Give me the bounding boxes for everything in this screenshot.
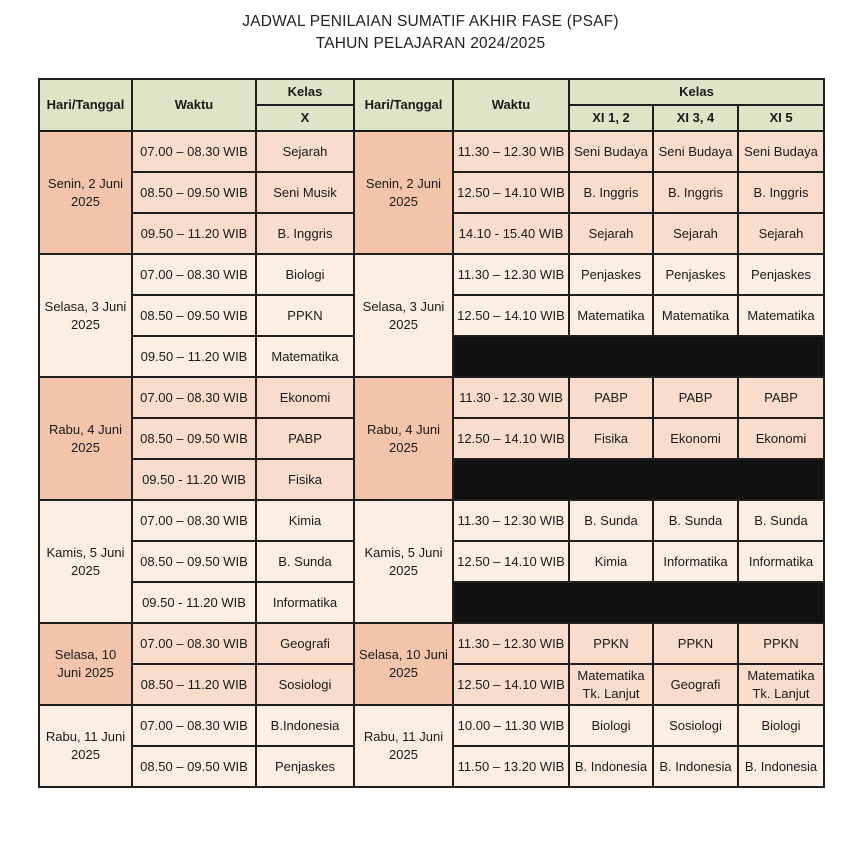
subject-xi5-cell: Penjaskes: [738, 254, 824, 295]
subject-xi34-cell: Geografi: [653, 664, 738, 705]
time-cell: 08.50 – 11.20 WIB: [132, 664, 256, 705]
day-cell-left: Rabu, 11 Juni 2025: [39, 705, 132, 787]
day-cell-left: Selasa, 10 Juni 2025: [39, 623, 132, 705]
time-cell: 09.50 - 11.20 WIB: [132, 582, 256, 623]
subject-x-cell: Penjaskes: [256, 746, 354, 787]
header-waktu-right: Waktu: [453, 79, 569, 131]
time-cell: 08.50 – 09.50 WIB: [132, 295, 256, 336]
header-kelas-xi5: XI 5: [738, 105, 824, 131]
subject-xi12-cell: B. Inggris: [569, 172, 653, 213]
subject-xi34-cell: B. Sunda: [653, 500, 738, 541]
subject-x-cell: Fisika: [256, 459, 354, 500]
subject-xi34-cell: Informatika: [653, 541, 738, 582]
subject-x-cell: B.Indonesia: [256, 705, 354, 746]
subject-xi34-cell: B. Inggris: [653, 172, 738, 213]
time-cell: 14.10 - 15.40 WIB: [453, 213, 569, 254]
subject-xi12-cell: PPKN: [569, 623, 653, 664]
time-cell: 11.50 – 13.20 WIB: [453, 746, 569, 787]
day-cell-left: Selasa, 3 Juni 2025: [39, 254, 132, 377]
blocked-cell: [453, 582, 824, 623]
subject-xi12-cell: Penjaskes: [569, 254, 653, 295]
subject-xi5-cell: B. Indonesia: [738, 746, 824, 787]
blocked-cell: [453, 459, 824, 500]
header-hari-tanggal-left: Hari/Tanggal: [39, 79, 132, 131]
subject-x-cell: Matematika: [256, 336, 354, 377]
subject-x-cell: Biologi: [256, 254, 354, 295]
time-cell: 09.50 – 11.20 WIB: [132, 336, 256, 377]
time-cell: 09.50 - 11.20 WIB: [132, 459, 256, 500]
subject-x-cell: Sejarah: [256, 131, 354, 172]
subject-xi12-cell: Kimia: [569, 541, 653, 582]
header-kelas-x: X: [256, 105, 354, 131]
subject-x-cell: B. Inggris: [256, 213, 354, 254]
header-hari-tanggal-right: Hari/Tanggal: [354, 79, 453, 131]
day-cell-left: Kamis, 5 Juni 2025: [39, 500, 132, 623]
subject-xi12-cell: B. Indonesia: [569, 746, 653, 787]
time-cell: 08.50 – 09.50 WIB: [132, 418, 256, 459]
subject-xi5-cell: Informatika: [738, 541, 824, 582]
day-cell-right: Senin, 2 Juni 2025: [354, 131, 453, 254]
subject-xi5-cell: Seni Budaya: [738, 131, 824, 172]
day-cell-left: Rabu, 4 Juni 2025: [39, 377, 132, 500]
time-cell: 07.00 – 08.30 WIB: [132, 254, 256, 295]
time-cell: 08.50 – 09.50 WIB: [132, 746, 256, 787]
day-cell-right: Selasa, 10 Juni 2025: [354, 623, 453, 705]
subject-x-cell: Sosiologi: [256, 664, 354, 705]
header-kelas-left: Kelas: [256, 79, 354, 105]
subject-x-cell: Geografi: [256, 623, 354, 664]
subject-xi5-cell: B. Sunda: [738, 500, 824, 541]
subject-x-cell: Informatika: [256, 582, 354, 623]
subject-x-cell: PABP: [256, 418, 354, 459]
schedule-table: [38, 78, 825, 788]
time-cell: 12.50 – 14.10 WIB: [453, 172, 569, 213]
subject-xi34-cell: Ekonomi: [653, 418, 738, 459]
subject-xi34-cell: PPKN: [653, 623, 738, 664]
time-cell: 09.50 – 11.20 WIB: [132, 213, 256, 254]
time-cell: 07.00 – 08.30 WIB: [132, 377, 256, 418]
subject-xi12-cell: Biologi: [569, 705, 653, 746]
header-kelas-right: Kelas: [569, 79, 824, 105]
time-cell: 12.50 – 14.10 WIB: [453, 418, 569, 459]
subject-x-cell: B. Sunda: [256, 541, 354, 582]
header-kelas-xi12: XI 1, 2: [569, 105, 653, 131]
subject-xi34-cell: Seni Budaya: [653, 131, 738, 172]
time-cell: 08.50 – 09.50 WIB: [132, 541, 256, 582]
day-cell-right: Selasa, 3 Juni 2025: [354, 254, 453, 377]
time-cell: 11.30 – 12.30 WIB: [453, 131, 569, 172]
time-cell: 11.30 - 12.30 WIB: [453, 377, 569, 418]
subject-xi5-cell: Biologi: [738, 705, 824, 746]
subject-x-cell: PPKN: [256, 295, 354, 336]
day-cell-right: Rabu, 11 Juni 2025: [354, 705, 453, 787]
time-cell: 12.50 – 14.10 WIB: [453, 541, 569, 582]
header-waktu-left: Waktu: [132, 79, 256, 131]
day-cell-right: Kamis, 5 Juni 2025: [354, 500, 453, 623]
time-cell: 07.00 – 08.30 WIB: [132, 500, 256, 541]
header-kelas-xi34: XI 3, 4: [653, 105, 738, 131]
time-cell: 08.50 – 09.50 WIB: [132, 172, 256, 213]
time-cell: 11.30 – 12.30 WIB: [453, 500, 569, 541]
subject-xi34-cell: Sejarah: [653, 213, 738, 254]
time-cell: 10.00 – 11.30 WIB: [453, 705, 569, 746]
subject-xi12-cell: Matematika Tk. Lanjut: [569, 664, 653, 705]
subject-xi5-cell: Matematika Tk. Lanjut: [738, 664, 824, 705]
subject-x-cell: Seni Musik: [256, 172, 354, 213]
day-cell-left: Senin, 2 Juni 2025: [39, 131, 132, 254]
subject-xi34-cell: B. Indonesia: [653, 746, 738, 787]
time-cell: 07.00 – 08.30 WIB: [132, 623, 256, 664]
subject-x-cell: Kimia: [256, 500, 354, 541]
subject-xi12-cell: B. Sunda: [569, 500, 653, 541]
subject-xi34-cell: Matematika: [653, 295, 738, 336]
time-cell: 12.50 – 14.10 WIB: [453, 295, 569, 336]
subject-xi34-cell: PABP: [653, 377, 738, 418]
subject-xi5-cell: Sejarah: [738, 213, 824, 254]
subject-xi34-cell: Sosiologi: [653, 705, 738, 746]
subject-xi5-cell: B. Inggris: [738, 172, 824, 213]
subject-xi5-cell: PABP: [738, 377, 824, 418]
subject-xi34-cell: Penjaskes: [653, 254, 738, 295]
subject-xi12-cell: Seni Budaya: [569, 131, 653, 172]
time-cell: 11.30 – 12.30 WIB: [453, 254, 569, 295]
subject-xi5-cell: PPKN: [738, 623, 824, 664]
time-cell: 12.50 – 14.10 WIB: [453, 664, 569, 705]
subject-xi12-cell: Matematika: [569, 295, 653, 336]
time-cell: 11.30 – 12.30 WIB: [453, 623, 569, 664]
blocked-cell: [453, 336, 824, 377]
document-title: JADWAL PENILAIAN SUMATIF AKHIR FASE (PSAF): [242, 13, 619, 30]
subject-xi12-cell: Sejarah: [569, 213, 653, 254]
day-cell-right: Rabu, 4 Juni 2025: [354, 377, 453, 500]
time-cell: 07.00 – 08.30 WIB: [132, 131, 256, 172]
subject-x-cell: Ekonomi: [256, 377, 354, 418]
document-subtitle: TAHUN PELAJARAN 2024/2025: [315, 35, 546, 52]
subject-xi12-cell: Fisika: [569, 418, 653, 459]
subject-xi5-cell: Ekonomi: [738, 418, 824, 459]
time-cell: 07.00 – 08.30 WIB: [132, 705, 256, 746]
subject-xi5-cell: Matematika: [738, 295, 824, 336]
subject-xi12-cell: PABP: [569, 377, 653, 418]
